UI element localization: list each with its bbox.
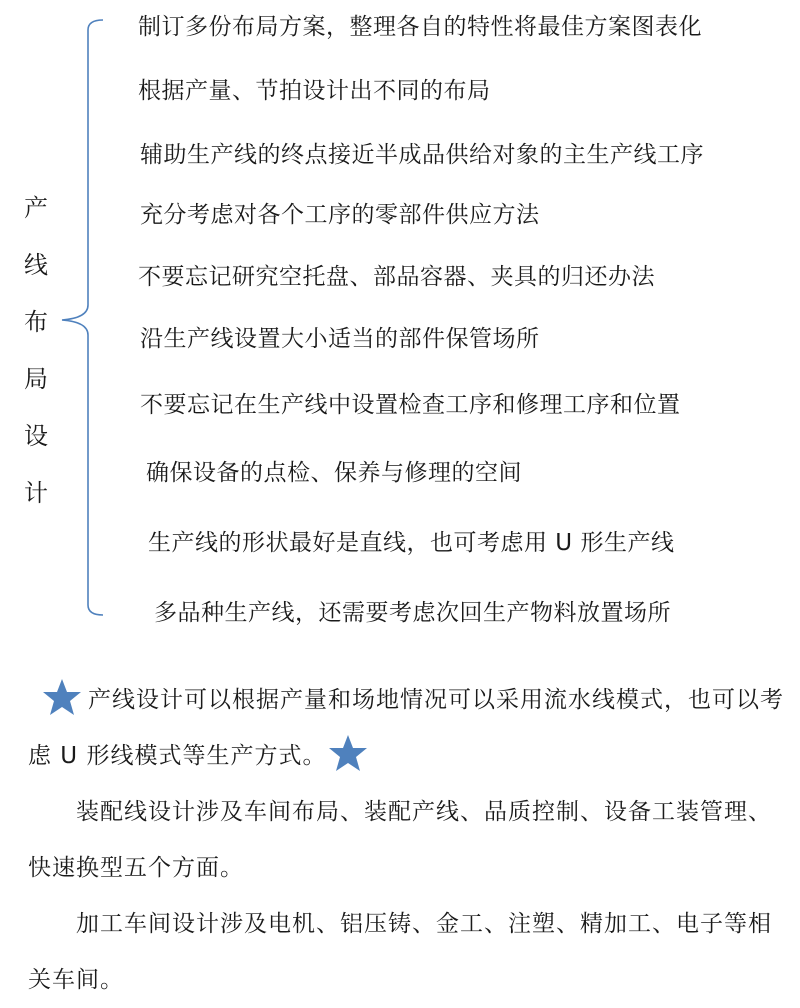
star-icon (328, 734, 368, 772)
list-item: 根据产量、节拍设计出不同的布局 (138, 78, 491, 104)
paragraph-3-text: 加工车间设计涉及电机、铝压铸、金工、注塑、精加工、电子等相关车间。 (28, 911, 772, 993)
list-item: 生产线的形状最好是直线，也可考虑用 U 形生产线 (148, 530, 675, 556)
list-item: 确保设备的点检、保养与修理的空间 (146, 460, 522, 486)
paragraph-1 (28, 672, 788, 784)
paragraph-2-text: 装配线设计涉及车间布局、装配产线、品质控制、设备工装管理、快速换型五个方面。 (28, 799, 772, 881)
vertical-title: 产线布局设计 (24, 194, 48, 507)
list-item: 不要忘记在生产线中设置检查工序和修理工序和位置 (140, 392, 681, 418)
paragraph-1-text: 产线设计可以根据产量和场地情况可以采用流水线模式，也可以考虑 U 形线模式等生产方式。 (28, 687, 784, 769)
list-item: 多品种生产线，还需要考虑次回生产物料放置场所 (154, 600, 671, 626)
paragraph-3 (28, 896, 788, 1008)
curly-brace (0, 0, 120, 640)
list-item: 充分考虑对各个工序的零部件供应方法 (140, 202, 540, 228)
list-item: 辅助生产线的终点接近半成品供给对象的主生产线工序 (140, 142, 704, 168)
list-item: 不要忘记研究空托盘、部品容器、夹具的归还办法 (138, 264, 655, 290)
list-item: 制订多份布局方案，整理各自的特性将最佳方案图表化 (138, 14, 702, 40)
list-item: 沿生产线设置大小适当的部件保管场所 (140, 326, 540, 352)
paragraph-2 (28, 784, 788, 896)
star-icon (42, 678, 82, 716)
